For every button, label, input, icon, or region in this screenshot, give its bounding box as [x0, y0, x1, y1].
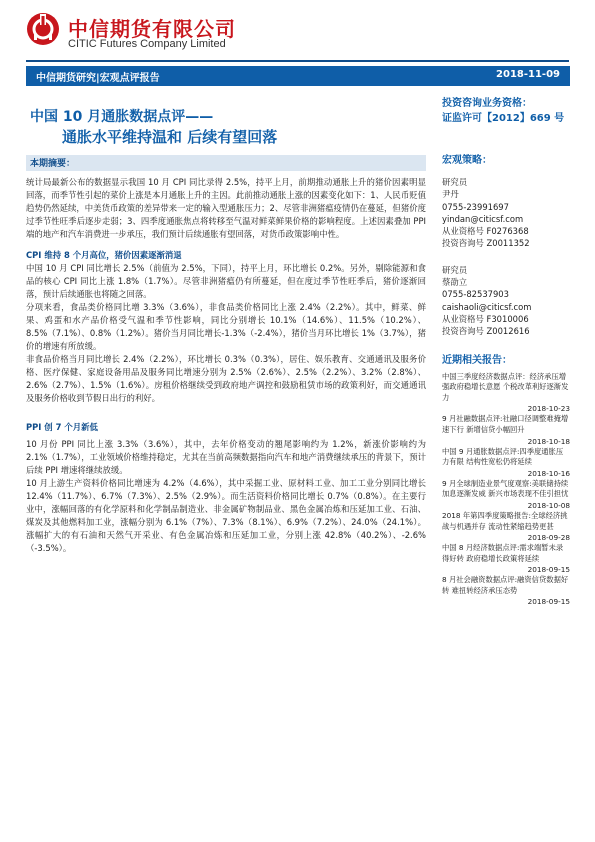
- report-category: 中信期货研究|宏观点评报告: [36, 73, 160, 84]
- related-report-date: 2018-10-23: [527, 404, 570, 414]
- related-report-item[interactable]: [442, 447, 570, 479]
- related-report-item[interactable]: [442, 372, 570, 415]
- analyst-name: 尹丹: [442, 189, 459, 200]
- related-report-item[interactable]: [442, 414, 570, 446]
- analyst-email[interactable]: caishaoli@citicsf.com: [442, 301, 532, 312]
- analyst-phone: 0755-23991697: [442, 201, 509, 212]
- related-report-item[interactable]: [442, 511, 570, 543]
- sidebar: [442, 96, 570, 607]
- related-report-title: 9 月全球制造业景气度观察:美联储持续加息逐渐发威 新兴市场表现不佳引担忧: [442, 478, 569, 499]
- section-paragraph: 非食品价格当月同比增长 2.4%（2.2%），环比增长 0.3%（0.3%），居住、娱乐教育、交通通讯及服务价格、医疗保健、家庭设备用品及服务同比增速分别为 2.5%（2.6%）、2.5%（2.2%）、3.2%（2.8%）、2.6%（2.7%）、1.5%（1.6%）。房租价格继续受到政府地产调控和鼓励租赁市场的政策利好，而交通通讯及服务价格收到节假日出行的利好。: [26, 354, 426, 403]
- related-report-title: 8 月社会融资数据点评:融资信贷数据好转 难扭转经济承压态势: [442, 575, 569, 595]
- section-title: CPI 维持 8 个月高位，猪价因素逐渐消退: [26, 250, 182, 260]
- related-report-title: 中国 9 月通胀数据点评:四季度通胀压力有限 结构性宽松仍将延续: [442, 446, 564, 467]
- report-category-bar: [26, 66, 570, 86]
- company-name-cn: 中信期货有限公司: [68, 17, 236, 41]
- report-date: 2018-11-09: [496, 69, 560, 80]
- report-title-line2: 通胀水平维持温和 后续有望回落: [62, 128, 278, 146]
- section-paragraph: 中国 10 月 CPI 同比增长 2.5%（前值为 2.5%，下同），持平上月，环比增长 0.2%。另外，剔除能源和食品的核心 CPI 同比上涨 1.8%（1.7%）。尽管非洲猪瘟仍有所蔓延，但在度过季节性旺季后，猪价逐渐回落，预计后续通胀也将随之回落。: [26, 263, 426, 299]
- analyst-license: 投资咨询号 Z0012616: [442, 326, 530, 337]
- qualification-line1: 投资咨询业务资格：: [442, 98, 532, 109]
- analyst-license: 从业资格号 F3010006: [442, 313, 529, 324]
- analyst-name: 蔡劭立: [442, 277, 468, 288]
- analyst-license: 从业资格号 F0276368: [442, 226, 529, 237]
- related-report-item[interactable]: [442, 543, 570, 575]
- analyst-license: 投资咨询号 Z0011352: [442, 238, 530, 249]
- analyst-phone: 0755-82537903: [442, 289, 509, 300]
- related-report-title: 中国三季度经济数据点评：经济承压增强政府稳增长意愿 个税改革利好逐渐发力: [442, 371, 569, 402]
- abstract-heading: 本期摘要：: [26, 155, 426, 171]
- related-report-title: 2018 年第四季度策略报告:全球经济挑战与机遇并存 流动性紧缩趋势更甚: [442, 510, 568, 531]
- related-report-date: 2018-10-08: [527, 500, 570, 510]
- section-title: PPI 创 7 个月新低: [26, 422, 98, 432]
- citic-logo-icon: [26, 12, 60, 46]
- analyst-role: 研究员: [442, 264, 468, 275]
- related-report-title: 中国 8 月经济数据点评:需求端暂未录得好转 政府稳增长政策将延续: [442, 543, 564, 563]
- related-report-date: 2018-10-18: [527, 436, 570, 446]
- related-report-item[interactable]: [442, 479, 570, 511]
- related-report-date: 2018-09-28: [527, 533, 570, 543]
- analyst-card: [442, 264, 570, 338]
- section-paragraph: 分项来看，食品类价格同比增 3.3%（3.6%），非食品类价格同比上涨 2.4%（2.2%）。其中，鲜菜、鲜果、鸡蛋和水产品价格受气温和季节性影响，同比分别增长 10.1%（14.6%）、11.5%（10.2%）、8.5%（7.1%）、0.8%（1.2%）。猪价当月同比增长-1.3%（-2.4%），猪价当月环比增长 1%（3.7%），猪价的增速有所放缓。: [26, 302, 426, 351]
- related-report-date: 2018-09-15: [527, 565, 570, 575]
- strategy-title: 宏观策略：: [442, 155, 492, 166]
- section-paragraph: 10 月上游生产资料价格同比增速为 4.2%（4.6%），其中采掘工业、原材料工业、加工工业分别同比增长 12.4%（11.7%）、6.7%（7.3%）、2.5%（2.9%）。而生活资料价格同比增长 0.7%（0.8%）。在主要行业中，涨幅回落的有化学原料和化学制品制造业、非金属矿物制品业、黑色金属冶炼和压延加工业、石油、煤炭及其他燃料加工业，涨幅分别为 6.1%（7%）、7.3%（8.1%）、6.9%（7.2%）、24.0%（24.1%）。涨幅扩大的有石油和天然气开采业、有色金属冶炼和压延加工业，分别上涨 42.8%（40.2%）、-2.6%（-3.5%）。: [26, 478, 426, 553]
- related-report-date: 2018-10-16: [527, 468, 570, 478]
- related-report-item[interactable]: [442, 575, 570, 607]
- report-title-line1: 中国 10 月通胀数据点评——: [30, 109, 214, 125]
- analyst-card: [442, 176, 570, 250]
- section-paragraph: 10 月份 PPI 同比上涨 3.3%（3.6%），其中，去年价格变动的翘尾影响约为 1.2%，新涨价影响约为 2.1%（1.7%），工业领域价格维持稳定，尤其在当前高频数据指向汽车和地产消费继续承压的背景下，预计后续 PPI 增速将继续放缓。: [26, 439, 426, 475]
- qualification-line2: 证监许可【2012】669 号: [442, 113, 565, 124]
- related-reports-title: 近期相关报告：: [442, 354, 512, 366]
- company-name-en: CITIC Futures Company Limited: [68, 38, 226, 50]
- header-divider: [26, 60, 569, 62]
- page-header: [0, 0, 595, 62]
- main-column: [26, 155, 426, 555]
- related-report-date: 2018-09-15: [527, 597, 570, 607]
- related-report-title: 9 月社融数据点评:社融口径调整难掩增速下行 新增信贷小幅回升: [442, 414, 569, 434]
- analyst-role: 研究员: [442, 177, 468, 187]
- abstract-text: 统计局最新公布的数据显示我国 10 月 CPI 同比录得 2.5%，持平上月，前期推动通胀上升的猪价因素明显回落，而季节性引起的菜价上涨是本月通胀上升的主因。此前推动通胀上涨的因素变化如下：1、人民币贬值趋势仍然延续，中美货币政策的差异带来一定的输入型通胀压力；2、尽管非洲猪瘟疫情仍在蔓延，但猪价度过季节性旺季后逐步走弱；3、四季度通胀焦点将转移至气温对鲜菜鲜果价格的影响程度。上述因素叠加 PPI 端的地产和汽车消费进一步承压，我们预计后续通胀有望回落，对货币政策影响中性。: [26, 177, 426, 239]
- analyst-email[interactable]: yindan@citicsf.com: [442, 213, 524, 224]
